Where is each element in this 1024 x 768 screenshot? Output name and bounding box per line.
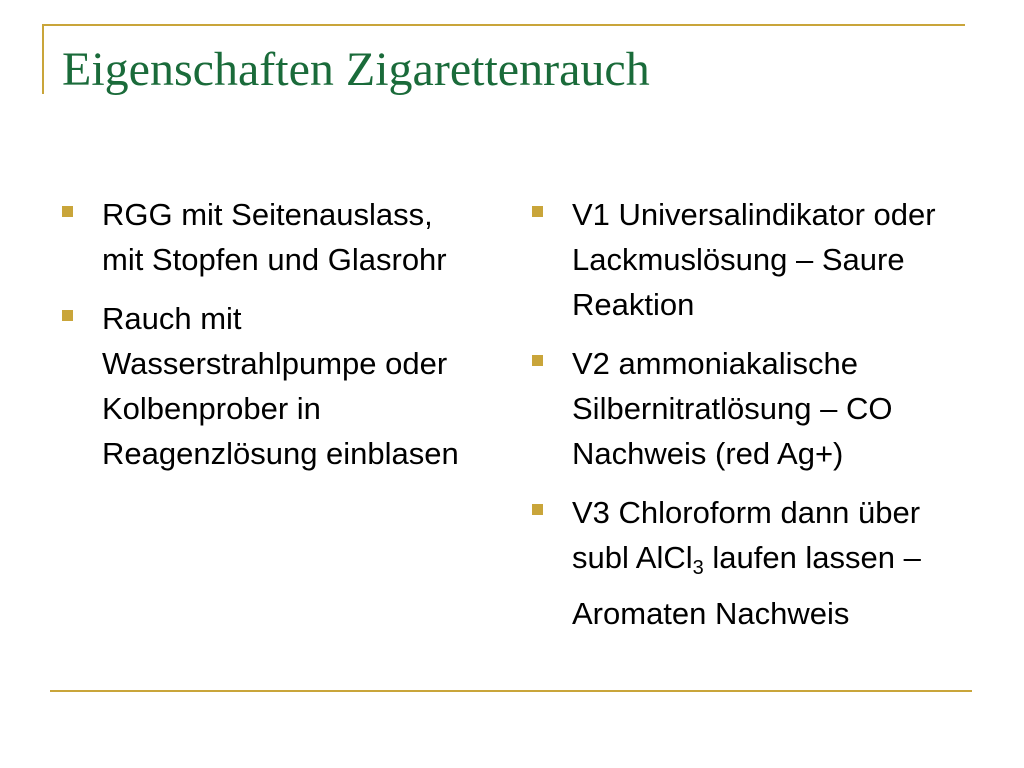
bullet-text: V1 Universalindikator oder Lackmuslösung – Saure Reaktion bbox=[572, 197, 936, 322]
right-bullet-list bbox=[532, 192, 962, 650]
bullet-text bbox=[572, 490, 962, 636]
bottom-accent-line bbox=[50, 690, 972, 692]
chemical-subscript: 3 bbox=[692, 557, 704, 579]
bullet-item bbox=[532, 341, 962, 476]
bullet-text: V2 ammoniakalische Silbernitratlösung – CO Nachweis (red Ag+) bbox=[572, 346, 893, 471]
top-accent-line bbox=[42, 24, 965, 26]
bullet-text-part: laufen lassen – Aromaten Nachweis bbox=[572, 540, 921, 631]
bullet-item bbox=[62, 192, 462, 282]
bullet-text: RGG mit Seitenauslass, mit Stopfen und Glasrohr bbox=[102, 197, 447, 277]
bullet-text-part: V3 Chloroform dann über subl AlCl bbox=[572, 495, 921, 575]
left-accent-line bbox=[42, 24, 44, 94]
square-bullet-icon bbox=[62, 310, 73, 321]
square-bullet-icon bbox=[532, 355, 543, 366]
square-bullet-icon bbox=[532, 206, 543, 217]
square-bullet-icon bbox=[532, 504, 543, 515]
bullet-item bbox=[532, 192, 962, 327]
bullet-text: Rauch mit Wasserstrahlpumpe oder Kolbenprober in Reagenzlösung einblasen bbox=[102, 301, 459, 471]
square-bullet-icon bbox=[62, 206, 73, 217]
bullet-item bbox=[532, 490, 962, 636]
bullet-item bbox=[62, 296, 462, 476]
slide-title: Eigenschaften Zigarettenrauch bbox=[62, 43, 650, 96]
left-bullet-list bbox=[62, 192, 462, 490]
